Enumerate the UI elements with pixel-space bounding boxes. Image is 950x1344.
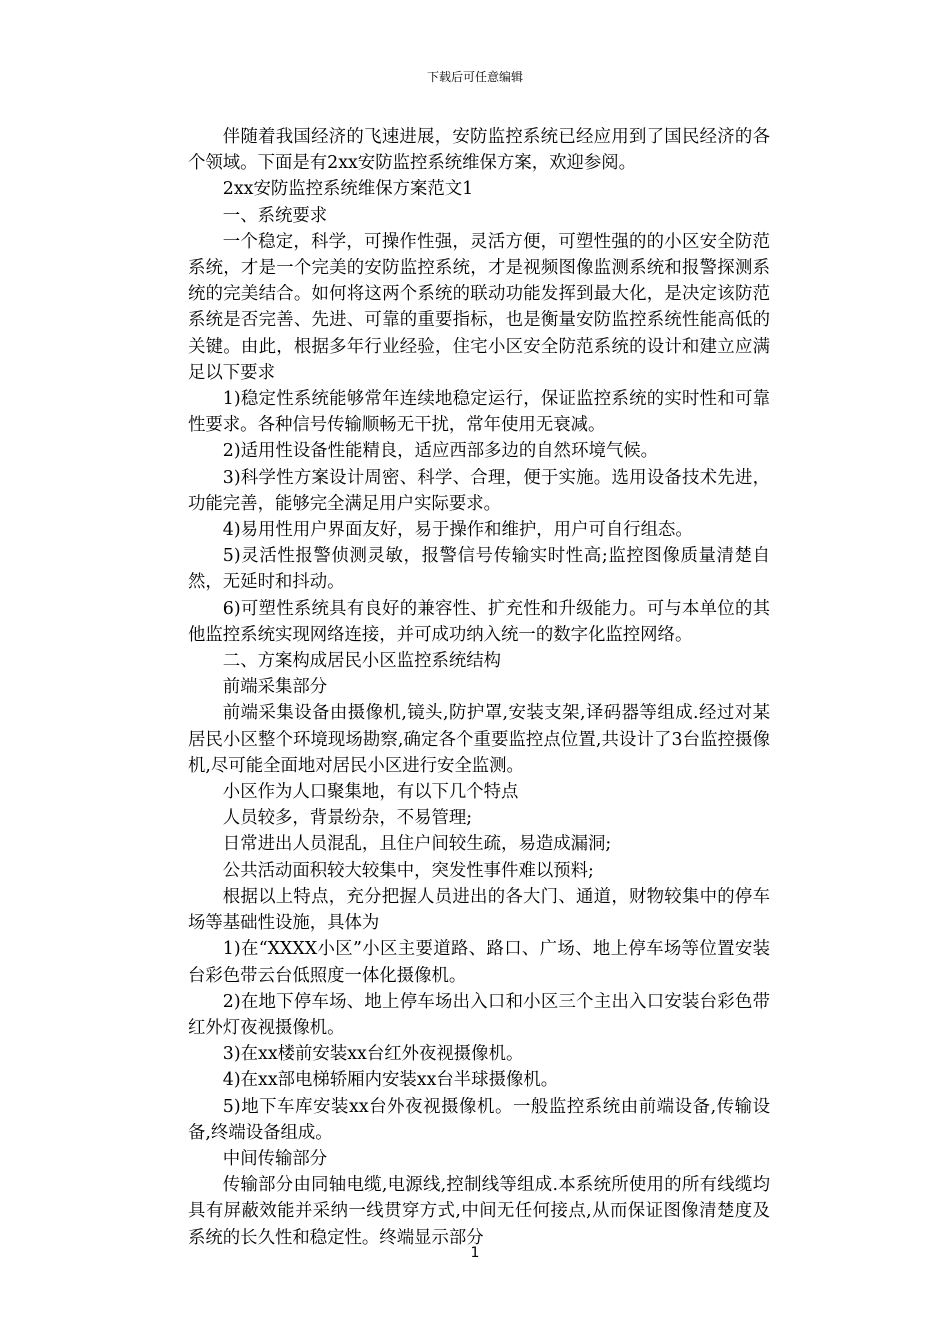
list-item: 人员较多，背景纷杂，不易管理; — [222, 808, 473, 829]
list-item: 3)科学性方案设计周密、科学、合理，便于实施。选用设备技术先进，功能完善，能够完全满足用户实际要求。 — [188, 467, 770, 514]
list-item: 1)在“XXXX小区”小区主要道路、路口、广场、地上停车场等位置安装台彩色带云台低照度一体化摄像机。 — [188, 939, 770, 986]
paragraph: 伴随着我国经济的飞速进展，安防监控系统已经应用到了国民经济的各个领域。下面是有2xx安防监控系统维保方案，欢迎参阅。 — [188, 127, 770, 174]
section-heading: 一、系统要求 — [222, 205, 328, 226]
paragraph: 传输部分由同轴电缆,电源线,控制线等组成.本系统所使用的所有线缆均具有屏蔽效能并采纳一线贯穿方式,中间无任何接点,从而保证图像清楚度及系统的长久性和稳定性。终端显示部分 — [188, 1175, 770, 1248]
page-number: 1 — [470, 1245, 480, 1261]
paragraph-title: 2xx安防监控系统维保方案范文1 — [222, 179, 474, 200]
list-item: 3)在xx楼前安装xx台红外夜视摄像机。 — [222, 1044, 524, 1065]
document-body — [188, 124, 770, 1251]
list-item: 4)在xx部电梯轿厢内安装xx台半球摄像机。 — [222, 1070, 559, 1091]
paragraph: 前端采集设备由摄像机,镜头,防护罩,安装支架,译码器等组成.经过对某居民小区整个环境现场勘察,确定各个重要监控点位置,共设计了3台监控摄像机,尽可能全面地对居民小区进行安全监测。 — [188, 703, 770, 776]
list-item: 6)可塑性系统具有良好的兼容性、扩充性和升级能力。可与本单位的其他监控系统实现网络连接，并可成功纳入统一的数字化监控网络。 — [188, 598, 770, 645]
subsection-heading: 中间传输部分 — [222, 1148, 328, 1169]
list-item: 4)易用性用户界面友好，易于操作和维护，用户可自行组态。 — [222, 520, 693, 541]
paragraph: 根据以上特点，充分把握人员进出的各大门、通道，财物较集中的停车场等基础性设施，具体为 — [188, 886, 770, 934]
page-header: 下载后可任意编辑 — [426, 70, 523, 84]
paragraph: 一个稳定，科学，可操作性强，灵活方便，可塑性强的的小区安全防范系统，才是一个完美的安防监控系统，才是视频图像监测系统和报警探测系统的完美结合。如何将这两个系统的联动功能发挥到最大化，是决定该防范系统是否完善、先进、可靠的重要指标，也是衡量安防监控系统性能高低的关键。由此，根据多年行业经验，住宅小区安全防范系统的设计和建立应满足以下要求 — [188, 231, 770, 383]
list-item: 5)地下车库安装xx台外夜视摄像机。一般监控系统由前端设备,传输设备,终端设备组成。 — [188, 1096, 770, 1143]
list-item: 1)稳定性系统能够常年连续地稳定运行，保证监控系统的实时性和可靠性要求。各种信号传输顺畅无干扰，常年使用无衰减。 — [188, 389, 770, 436]
section-heading: 二、方案构成居民小区监控系统结构 — [222, 651, 502, 672]
list-item: 日常进出人员混乱，且住户间较生疏，易造成漏洞; — [222, 834, 612, 855]
list-item: 2)在地下停车场、地上停车场出入口和小区三个主出入口安装台彩色带红外灯夜视摄像机。 — [188, 991, 770, 1038]
list-item: 5)灵活性报警侦测灵敏，报警信号传输实时性高;监控图像质量清楚自然，无延时和抖动。 — [188, 546, 770, 593]
paragraph: 小区作为人口聚集地，有以下几个特点 — [222, 782, 519, 803]
subsection-heading: 前端采集部分 — [222, 677, 328, 698]
list-item: 公共活动面积较大较集中，突发性事件难以预料; — [222, 860, 594, 881]
list-item: 2)适用性设备性能精良，适应西部多边的自然环境气候。 — [222, 441, 659, 462]
